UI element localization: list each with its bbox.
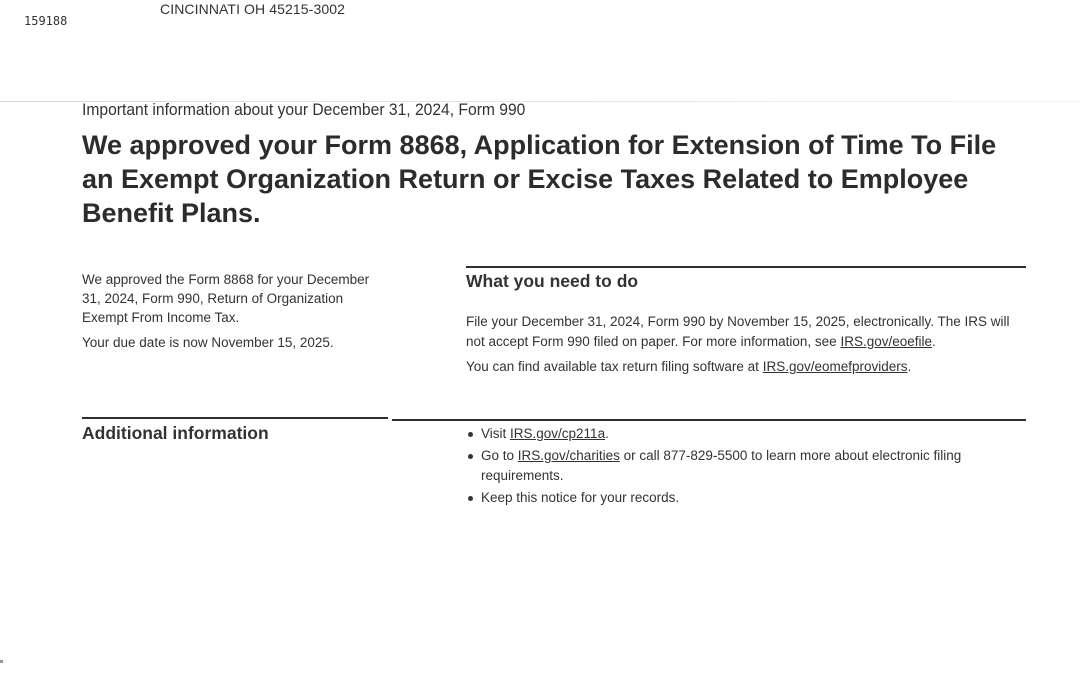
software-instructions [466, 357, 1031, 377]
document-id: 159188 [24, 14, 68, 28]
bullet-icon [468, 496, 473, 501]
visit-end: . [605, 426, 609, 441]
mailing-address: CINCINNATI OH 45215-3002 [160, 1, 345, 17]
additional-info-heading: Additional information [82, 423, 269, 443]
software-instructions-text: You can find available tax return filing software at [466, 359, 763, 374]
list-item [466, 424, 1031, 444]
scan-edge-mark [0, 660, 3, 663]
summary-paragraph: We approved the Form 8868 for your December 31, 2024, Form 990, Return of Organization Exempt From Income Tax. [82, 272, 370, 325]
goto-end: or call 877-829-5500 to learn more about electronic filing requirements. [481, 448, 962, 483]
charities-link[interactable]: IRS.gov/charities [517, 448, 620, 463]
what-to-do-rule [466, 266, 1026, 268]
cp211a-link[interactable]: IRS.gov/cp211a [510, 426, 606, 441]
keep-notice-text: Keep this notice for your records. [481, 490, 680, 505]
what-to-do-body [466, 312, 1031, 382]
file-instructions-text: File your December 31, 2024, Form 990 by November 15, 2025, electronically. The IRS will not accept Form 990 filed on paper. For more information, see [466, 314, 1010, 349]
goto-text: Go to [481, 448, 518, 463]
list-item [466, 488, 1031, 508]
notice-subtitle: Important information about your December 31, 2024, Form 990 [82, 100, 526, 119]
eomefproviders-link[interactable]: IRS.gov/eomefproviders [762, 359, 908, 374]
what-to-do-heading: What you need to do [466, 271, 639, 291]
summary-column [82, 270, 382, 358]
due-date-paragraph: Your due date is now November 15, 2025. [82, 335, 334, 350]
bullet-icon [468, 454, 473, 459]
list-item [466, 446, 1031, 486]
software-instructions-end: . [907, 359, 912, 374]
bullet-icon [468, 432, 473, 437]
file-instructions-end: . [932, 334, 936, 349]
notice-title: We approved your Form 8868, Application for Extension of Time To File an Exempt Organization Return or Excise Taxes Related to Employee Benefit Plans. [82, 130, 997, 228]
additional-info-rule-left [82, 417, 388, 419]
additional-info-list [466, 424, 1031, 510]
eoefile-link[interactable]: IRS.gov/eoefile [840, 334, 933, 349]
additional-info-rule-right [392, 419, 1026, 421]
file-instructions [466, 312, 1031, 352]
visit-text: Visit [481, 426, 511, 441]
